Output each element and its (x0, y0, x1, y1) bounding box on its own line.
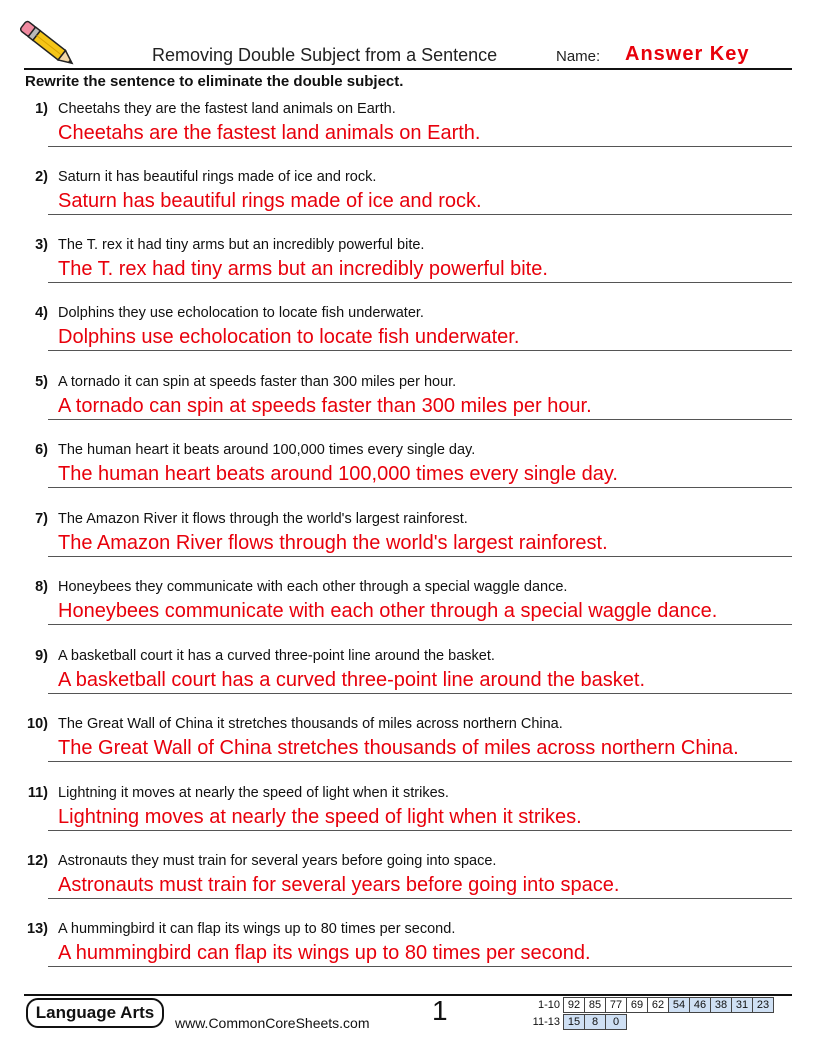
answer-text: The T. rex had tiny arms but an incredibly powerful bite. (58, 258, 548, 280)
score-cell: 23 (753, 998, 774, 1013)
name-label: Name: (556, 48, 601, 65)
worksheet-title: Removing Double Subject from a Sentence (152, 45, 498, 65)
score-row-label: 1-10 (537, 999, 560, 1011)
question-number: 9) (35, 648, 48, 664)
question-number: 6) (35, 442, 48, 458)
question-item (0, 237, 816, 305)
answer-text: Lightning moves at nearly the speed of light when it strikes. (58, 806, 582, 828)
question-number: 13) (27, 921, 48, 937)
question-number: 1) (35, 101, 48, 117)
answer-text: The Great Wall of China stretches thousands of miles across northern China. (58, 737, 739, 759)
header-divider (24, 68, 792, 70)
answer-text: The human heart beats around 100,000 times every single day. (58, 463, 618, 485)
question-item (0, 785, 816, 853)
answer-line (48, 624, 792, 625)
question-text: Dolphins they use echolocation to locate fish underwater. (58, 305, 424, 321)
answer-text: A hummingbird can flap its wings up to 80 times per second. (58, 942, 591, 964)
question-number: 12) (27, 853, 48, 869)
question-text: A hummingbird it can flap its wings up to 80 times per second. (58, 921, 456, 937)
score-cell: 54 (669, 998, 690, 1013)
answer-text: A basketball court has a curved three-point line around the basket. (58, 669, 646, 691)
page-number: 1 (432, 995, 448, 1026)
question-text: A tornado it can spin at speeds faster than 300 miles per hour. (58, 374, 457, 390)
score-cell: 0 (606, 1015, 627, 1030)
pencil-icon (18, 20, 82, 72)
answer-line (48, 966, 792, 967)
score-cell: 92 (564, 998, 585, 1013)
question-text: Astronauts they must train for several years before going into space. (58, 853, 497, 869)
score-cell: 31 (732, 998, 753, 1013)
worksheet-header (0, 0, 816, 70)
question-number: 7) (35, 511, 48, 527)
instructions: Rewrite the sentence to eliminate the double subject. (25, 73, 404, 90)
question-item (0, 648, 816, 716)
question-number: 5) (35, 374, 48, 390)
question-item (0, 921, 816, 989)
question-text: Cheetahs they are the fastest land animals on Earth. (58, 101, 396, 117)
subject-badge: Language Arts (26, 998, 164, 1028)
score-cell: 8 (585, 1015, 606, 1030)
question-item (0, 374, 816, 442)
answer-text: The Amazon River flows through the world's largest rainforest. (58, 532, 608, 554)
question-item (0, 442, 816, 510)
website-link[interactable]: www.CommonCoreSheets.com (175, 1015, 370, 1031)
question-text: The Great Wall of China it stretches thousands of miles across northern China. (58, 716, 563, 732)
score-cell: 46 (690, 998, 711, 1013)
question-number: 2) (35, 169, 48, 185)
question-number: 8) (35, 579, 48, 595)
answer-line (48, 693, 792, 694)
answer-line (48, 898, 792, 899)
answer-text: Saturn has beautiful rings made of ice and rock. (58, 190, 482, 212)
question-text: Saturn it has beautiful rings made of ice and rock. (58, 169, 377, 185)
answer-line (48, 282, 792, 283)
question-number: 3) (35, 237, 48, 253)
score-table-1-10 (563, 997, 774, 1013)
footer-divider (24, 994, 792, 996)
score-table-11-13 (563, 1014, 627, 1030)
question-item (0, 579, 816, 647)
question-text: Lightning it moves at nearly the speed of light when it strikes. (58, 785, 449, 801)
answer-line (48, 419, 792, 420)
score-cell: 77 (606, 998, 627, 1013)
question-text: The Amazon River it flows through the world's largest rainforest. (58, 511, 468, 527)
answer-key-label: Answer Key (625, 43, 750, 65)
answer-text: Dolphins use echolocation to locate fish underwater. (58, 326, 520, 348)
score-cell: 15 (564, 1015, 585, 1030)
score-cell: 85 (585, 998, 606, 1013)
answer-text: Cheetahs are the fastest land animals on Earth. (58, 122, 481, 144)
answer-text: A tornado can spin at speeds faster than 300 miles per hour. (58, 395, 592, 417)
answer-line (48, 556, 792, 557)
question-text: Honeybees they communicate with each other through a special waggle dance. (58, 579, 568, 595)
question-item (0, 101, 816, 169)
question-item (0, 511, 816, 579)
score-cell: 38 (711, 998, 732, 1013)
answer-line (48, 487, 792, 488)
score-row-label: 11-13 (532, 1016, 560, 1028)
answer-line (48, 350, 792, 351)
question-text: A basketball court it has a curved three-point line around the basket. (58, 648, 495, 664)
answer-line (48, 830, 792, 831)
question-item (0, 169, 816, 237)
answer-text: Astronauts must train for several years before going into space. (58, 874, 620, 896)
score-cell: 62 (648, 998, 669, 1013)
question-text: The T. rex it had tiny arms but an incredibly powerful bite. (58, 237, 425, 253)
question-number: 11) (27, 785, 48, 801)
score-cell: 69 (627, 998, 648, 1013)
question-number: 4) (35, 305, 48, 321)
answer-line (48, 761, 792, 762)
answer-line (48, 214, 792, 215)
question-item (0, 716, 816, 784)
answer-text: Honeybees communicate with each other through a special waggle dance. (58, 600, 718, 622)
answer-line (48, 146, 792, 147)
question-text: The human heart it beats around 100,000 times every single day. (58, 442, 476, 458)
question-item (0, 305, 816, 373)
question-item (0, 853, 816, 921)
question-number: 10) (27, 716, 48, 732)
